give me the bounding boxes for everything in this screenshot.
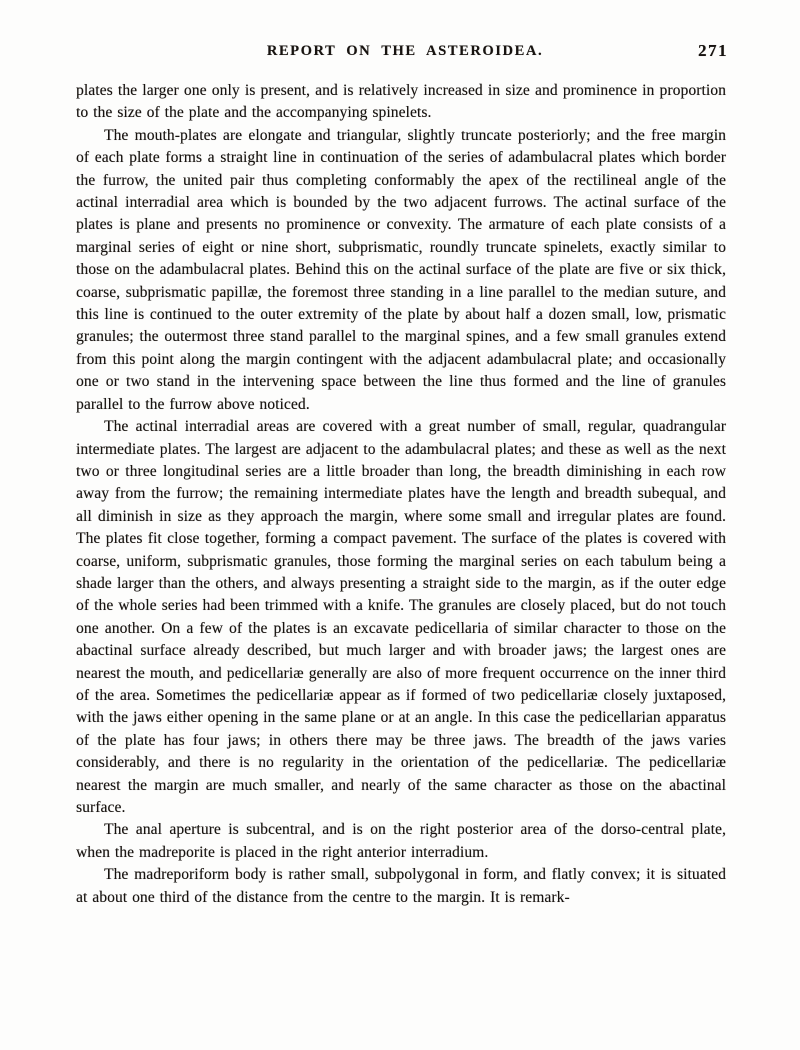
page-number: 271 <box>698 41 728 60</box>
page-header <box>0 41 800 63</box>
paragraph: The actinal interradial areas are covered with a great number of small, regular, quadrangular intermediate plates. The largest are adjacent to the adambulacral plates; and these as well as the next two or three longitudinal series are a little broader than long, the breadth diminishing in each row away from the furrow; the remaining intermediate plates have the length and breadth subequal, and all diminish in size as they approach the margin, where some small and irregular plates are found. The plates fit close together, forming a compact pavement. The surface of the plates is covered with coarse, uniform, subprismatic granules, those forming the marginal series on each tabulum being a shade larger than the others, and always presenting a straight side to the margin, as if the outer edge of the whole series had been trimmed with a knife. The granules are closely placed, but do not touch one another. On a few of the plates is an excavate pedicellaria of similar character to those on the abactinal surface already described, but much larger and with broader jaws; the largest ones are nearest the mouth, and pedicellariæ generally are also of more frequent occurrence on the inner third of the area. Sometimes the pedicellariæ appear as if formed of two pedicellariæ closely juxtaposed, with the jaws either opening in the same plane or at an angle. In this case the pedicellarian apparatus of the plate has four jaws; in others there may be three jaws. The breadth of the jaws varies considerably, and there is no regularity in the orientation of the pedicellariæ. The pedicellariæ nearest the margin are much smaller, and nearly of the same character as those on the abactinal surface. <box>76 418 726 816</box>
paragraph: The anal aperture is subcentral, and is on the right posterior area of the dorso-central plate, when the madreporite is placed in the right anterior interradium. <box>76 821 726 861</box>
paragraph: The mouth-plates are elongate and triangular, slightly truncate posteriorly; and the free margin of each plate forms a straight line in continuation of the series of adambulacral plates which border the furrow, the united pair thus completing conformably the apex of the rectilineal angle of the actinal interradial area which is bounded by the two adjacent furrows. The actinal surface of the plates is plane and presents no prominence or convexity. The armature of each plate consists of a marginal series of eight or nine short, subprismatic, roundly truncate spinelets, exactly similar to those on the adambulacral plates. Behind this on the actinal surface of the plate are five or six thick, coarse, subprismatic papillæ, the foremost three standing in a line parallel to the median suture, and this line is continued to the outer extremity of the plate by about half a dozen small, low, prismatic granules; the outermost three stand parallel to the marginal spines, and a few small granules extend from this point along the margin contingent with the adjacent adambulacral plate; and occasionally one or two stand in the intervening space between the line thus formed and the line of granules parallel to the furrow above noticed. <box>76 126 726 413</box>
body-text <box>76 80 726 909</box>
running-title: REPORT ON THE ASTEROIDEA. <box>266 43 544 59</box>
paragraph: The madreporiform body is rather small, subpolygonal in form, and flatly convex; it is situated at about one third of the distance from the centre to the margin. It is remark- <box>76 866 726 906</box>
paragraph: plates the larger one only is present, and is relatively increased in size and prominence in proportion to the size of the plate and the accompanying spinelets. <box>76 82 726 122</box>
